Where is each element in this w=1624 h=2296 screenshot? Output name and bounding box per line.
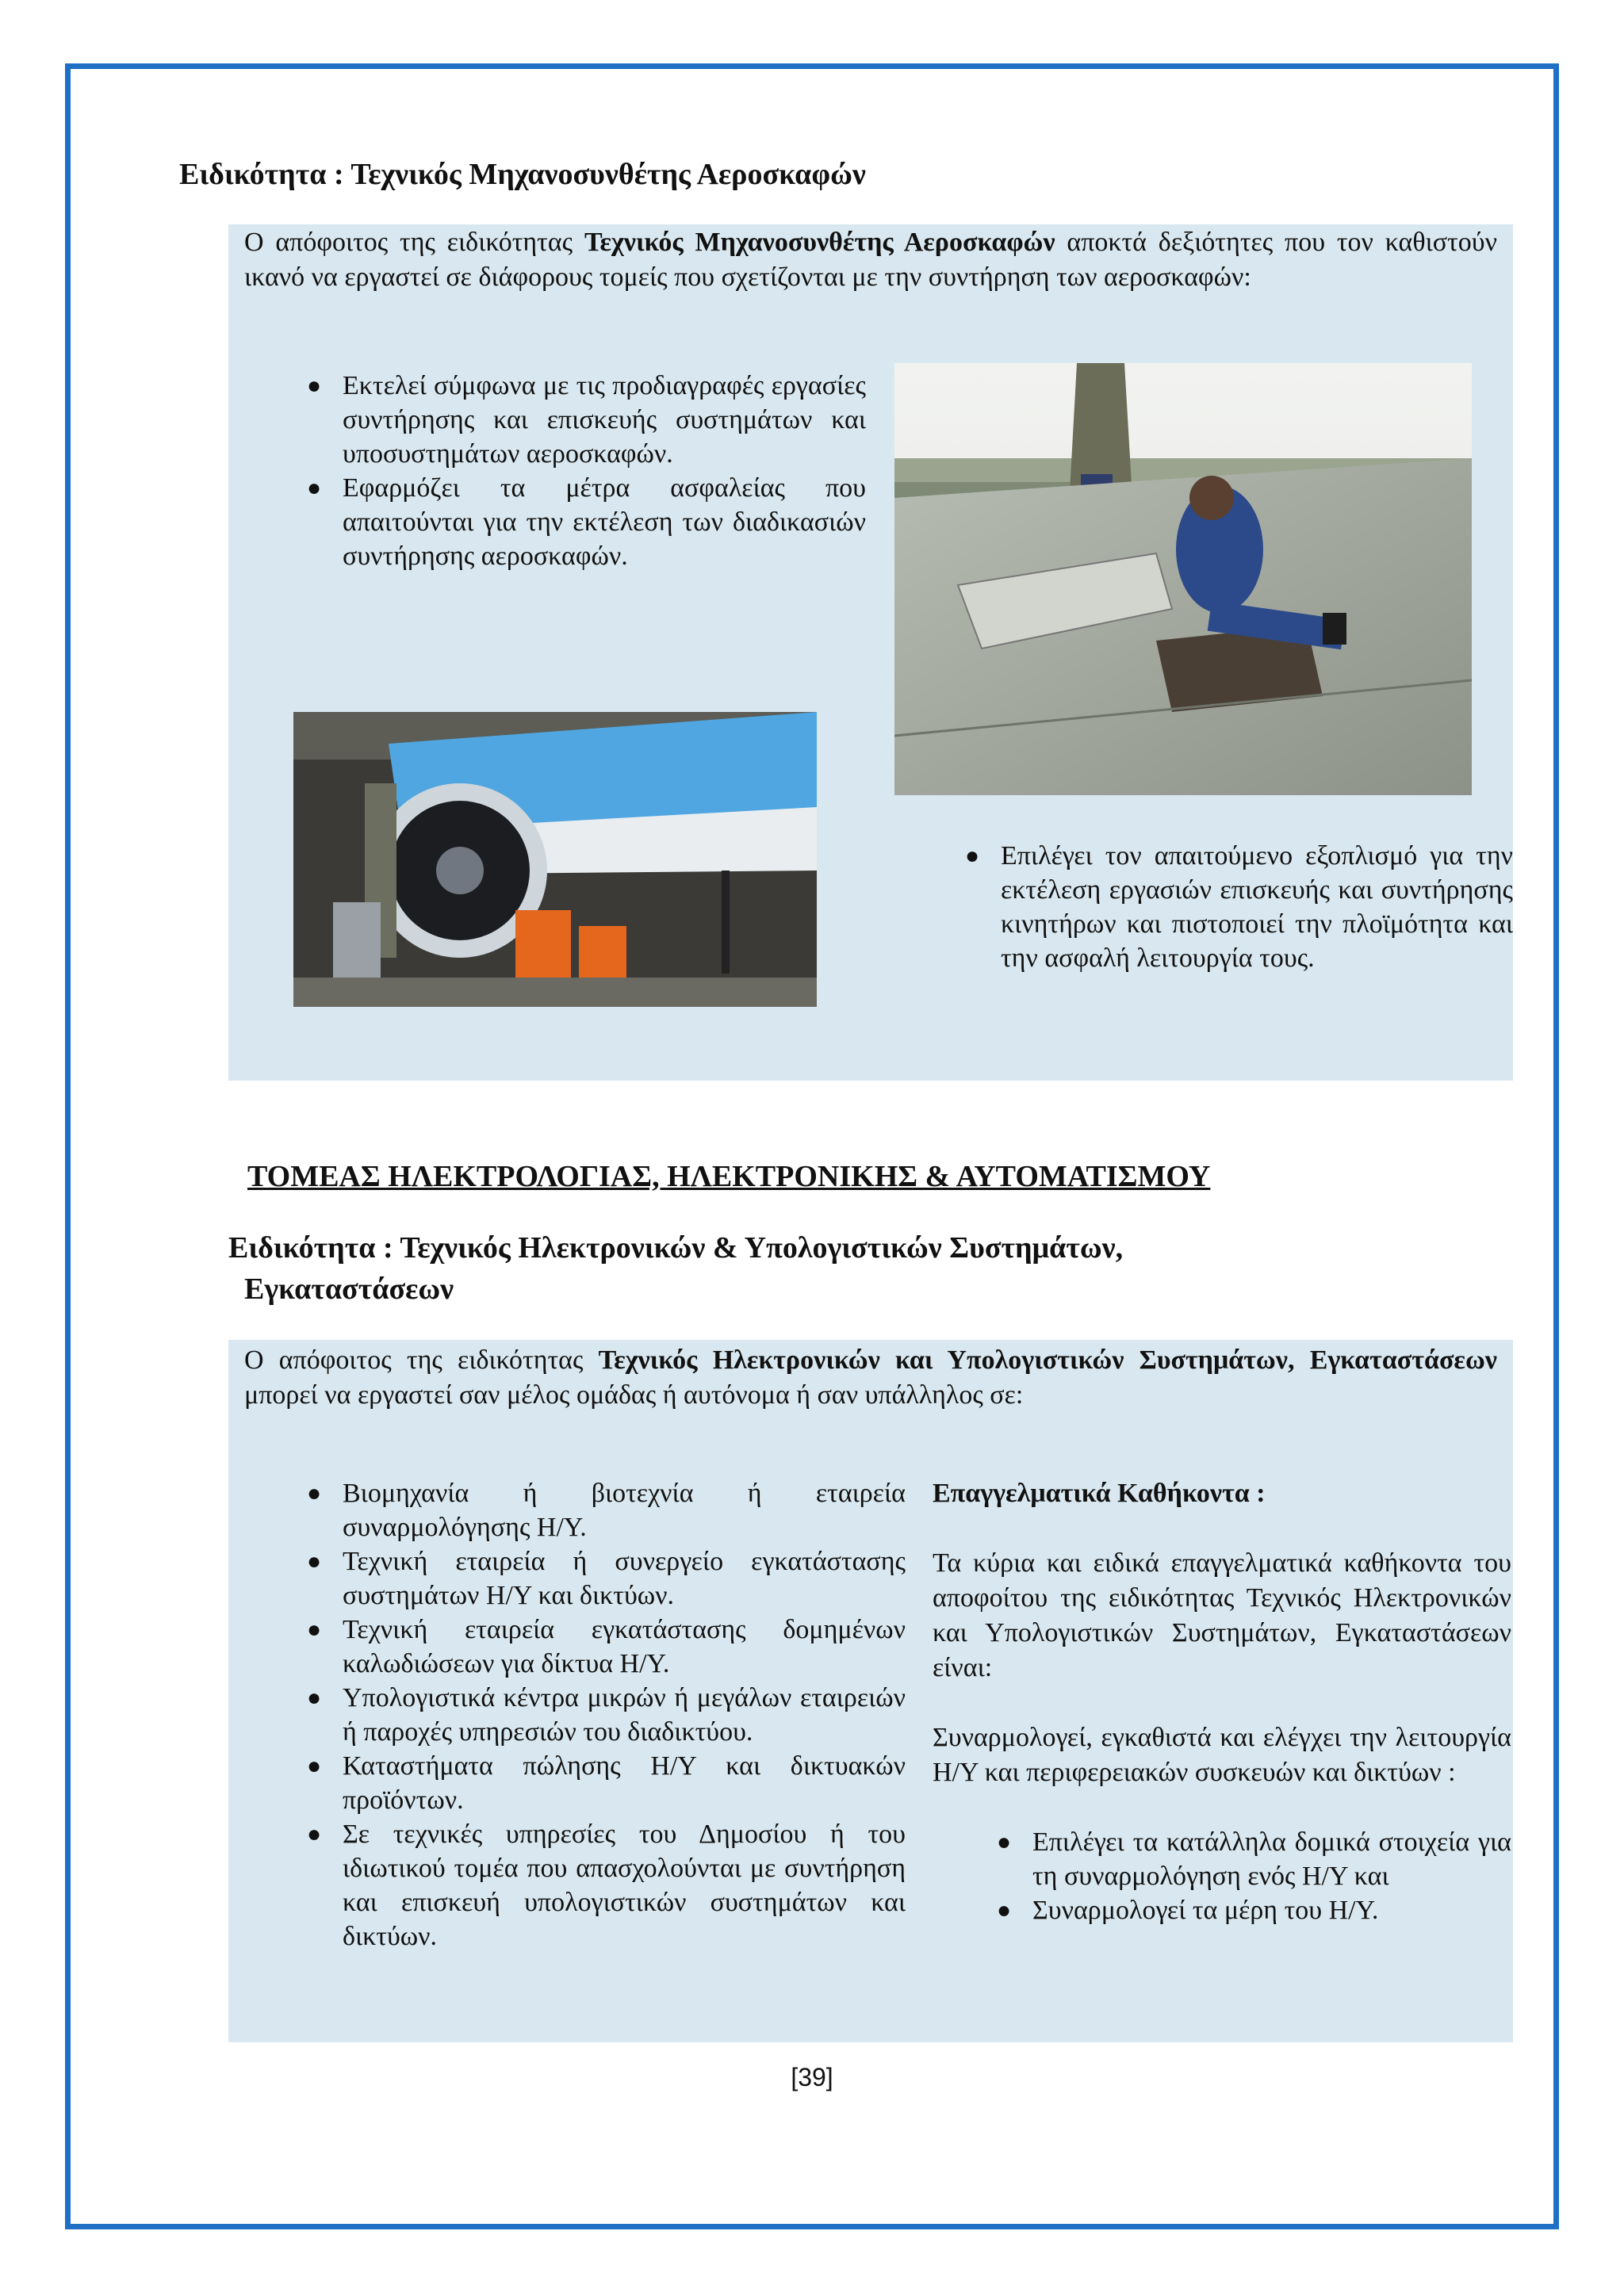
bullet-icon: ●	[306, 475, 322, 501]
list-item	[975, 1893, 1511, 1927]
section2-intro-bold: Τεχνικός Ηλεκτρονικών και Υπολογιστικών Συστημάτων, Εγκαταστάσεων	[598, 1345, 1498, 1375]
list-item-text: Εκτελεί σύμφωνα με τις προδιαγραφές εργασίες συντήρησης και επισκευής συστημάτων και υποσυστημάτων αεροσκαφών.	[343, 371, 866, 469]
duties-column	[933, 1476, 1511, 1927]
duties-paragraph: Συναρμολογεί, εγκαθιστά και ελέγχει την λειτουργία Η/Υ και περιφερειακών συσκευών και δικτύων :	[933, 1723, 1511, 1787]
duties-intro: Τα κύρια και ειδικά επαγγελματικά καθήκοντα του αποφοίτου της ειδικότητας Τεχνικός Ηλεκτρονικών και Υπολογιστικών Συστημάτων, Εγκαταστάσεων είναι:	[933, 1548, 1511, 1682]
bullet-icon: ●	[996, 1829, 1012, 1855]
photo-aircraft-wing	[894, 363, 1472, 795]
page-number: [39]	[791, 2063, 833, 2091]
section2-heading-line2: Εγκαταστάσεων	[244, 1272, 454, 1306]
list-item-text: Υπολογιστικά κέντρα μικρών ή μεγάλων εταιρειών ή παροχές υπηρεσιών του διαδικτύου.	[343, 1683, 906, 1747]
sector-title: ΤΟΜΕΑΣ ΗΛΕΚΤΡΟΛΟΓΙΑΣ, ΗΛΕΚΤΡΟΝΙΚΗΣ & ΑΥΤΟΜΑΤΙΣΜΟΥ	[247, 1160, 1211, 1193]
list-item-text: Εφαρμόζει τα μέτρα ασφαλείας που απαιτούνται για την εκτέλεση των διαδικασιών συντήρησης αεροσκαφών.	[343, 473, 866, 571]
list-item	[944, 839, 1513, 975]
section1-bullet-right	[944, 839, 1513, 975]
list-item-text: Επιλέγει τα κατάλληλα δομικά στοιχεία για τη συναρμολόγηση ενός Η/Υ και	[1032, 1827, 1511, 1891]
list-item	[285, 1544, 906, 1613]
list-item-text: Συναρμολογεί τα μέρη του Η/Υ.	[1032, 1896, 1379, 1925]
section2-intro-text-2: μπορεί να εργαστεί σαν μέλος ομάδας ή αυτόνομα ή σαν υπάλληλος σε:	[244, 1380, 1024, 1410]
list-item	[285, 1613, 906, 1681]
bullet-icon: ●	[306, 1548, 322, 1575]
list-item-text: Τεχνική εταιρεία εγκατάστασης δομημένων καλωδιώσεων για δίκτυα Η/Υ.	[343, 1615, 906, 1678]
list-item	[285, 1817, 906, 1954]
section1-bullets-left	[285, 369, 866, 573]
bullet-icon: ●	[306, 1753, 322, 1779]
bullet-icon: ●	[996, 1897, 1012, 1923]
photo-airliner-engine	[293, 712, 817, 1007]
list-item	[285, 1476, 906, 1544]
list-item-text: Σε τεχνικές υπηρεσίες του Δημοσίου ή του ιδιωτικού τομέα που απασχολούνται με συντήρηση και επισκευή υπολογιστικών συστημάτων και δικτύων.	[343, 1820, 906, 1951]
list-item	[285, 1681, 906, 1749]
section1-intro-text: Ο απόφοιτος της ειδικότητας	[244, 228, 584, 257]
list-item	[285, 471, 866, 573]
list-item-text: Βιομηχανία ή βιοτεχνία ή εταιρεία συναρμολόγησης Η/Υ.	[343, 1479, 906, 1542]
bullet-icon: ●	[306, 1821, 322, 1847]
list-item-text: Τεχνική εταιρεία ή συνεργείο εγκατάστασης συστημάτων Η/Υ και δικτύων.	[343, 1547, 906, 1610]
list-item-text: Καταστήματα πώλησης Η/Υ και δικτυακών προϊόντων.	[343, 1751, 906, 1815]
section1-intro-text-2: αποκτά δεξιότητες που τον καθιστούν ικανό να εργαστεί σε διάφορους τομείς που σχετίζονται με την συντήρηση των αεροσκαφών:	[244, 228, 1497, 292]
list-item	[285, 369, 866, 471]
list-item	[285, 1749, 906, 1817]
section1-intro	[244, 225, 1497, 295]
bullet-icon: ●	[306, 1617, 322, 1643]
section2-intro	[244, 1343, 1497, 1413]
list-item	[975, 1825, 1511, 1893]
bullet-icon: ●	[306, 1685, 322, 1711]
section2-intro-text: Ο απόφοιτος της ειδικότητας	[244, 1345, 599, 1375]
section1-intro-bold: Τεχνικός Μηχανοσυνθέτης Αεροσκαφών	[584, 228, 1055, 257]
section2-heading-line1: Ειδικότητα : Τεχνικός Ηλεκτρονικών & Υπολογιστικών Συστημάτων,	[228, 1231, 1124, 1265]
section1-heading: Ειδικότητα : Τεχνικός Μηχανοσυνθέτης Αεροσκαφών	[179, 158, 866, 191]
bullet-icon: ●	[306, 1480, 322, 1506]
bullet-icon: ●	[964, 843, 980, 869]
list-item-text: Επιλέγει τον απαιτούμενο εξοπλισμό για την εκτέλεση εργασιών επισκευής και συντήρησης κινητήρων και πιστοποιεί την πλοϊμότητα και την ασφαλή λειτουργία τους.	[1001, 841, 1513, 973]
bullet-icon: ●	[306, 373, 322, 399]
duties-title: Επαγγελματικά Καθήκοντα :	[933, 1479, 1266, 1508]
duties-bullets	[975, 1825, 1511, 1927]
section2-bullets-left	[285, 1476, 906, 1954]
